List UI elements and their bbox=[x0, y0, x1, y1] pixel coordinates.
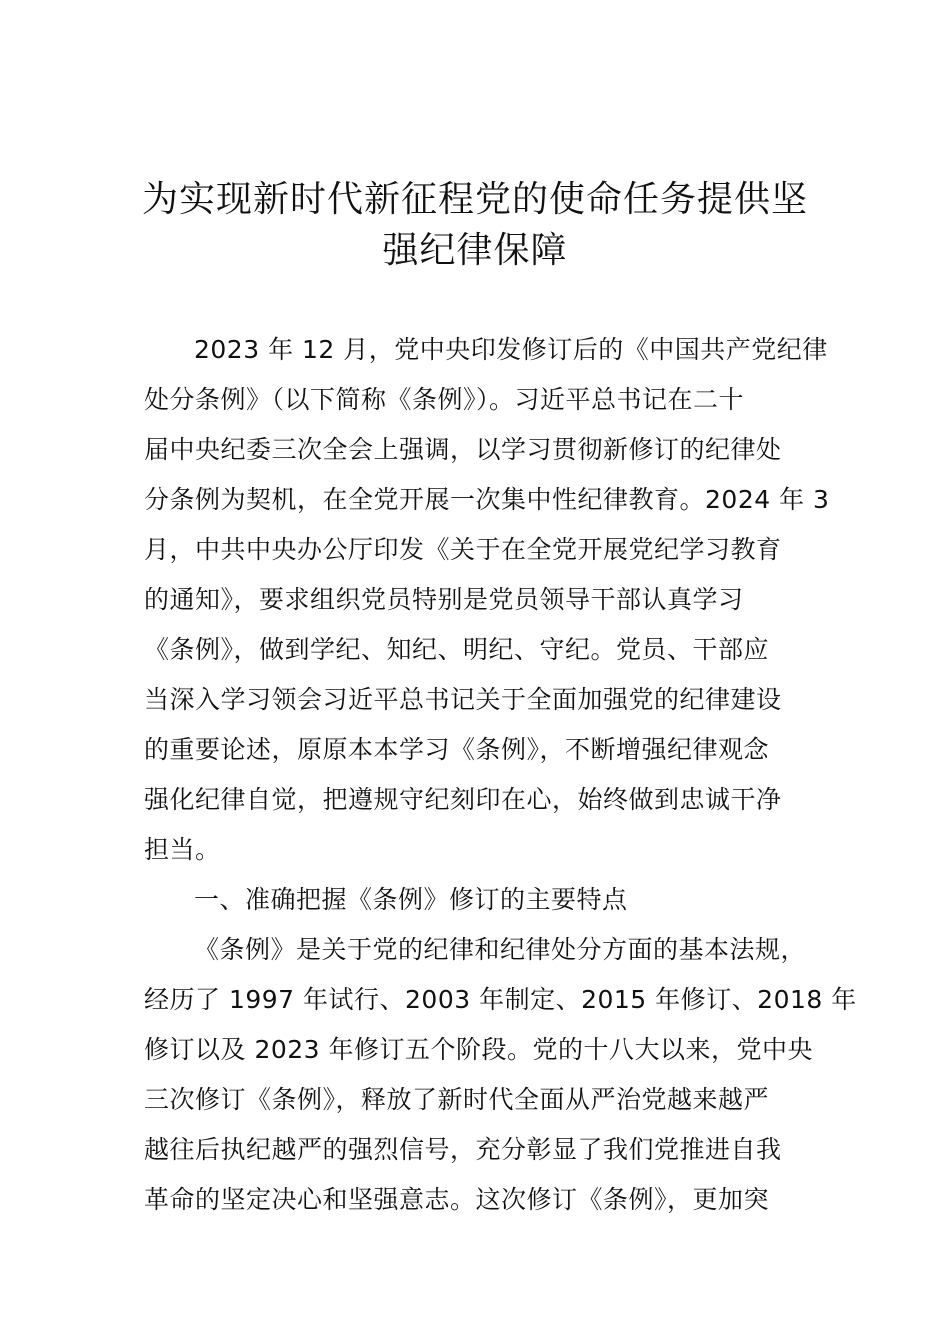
paragraph-1-line-4: 分条例为契机，在全党开展一次集中性纪律教育。2024 年 3 bbox=[144, 485, 830, 514]
paragraph-2-line-5: 越往后执纪越严的强烈信号，充分彰显了我们党推进自我 bbox=[144, 1135, 782, 1164]
paragraph-1-line-6: 的通知》，要求组织党员特别是党员领导干部认真学习 bbox=[144, 585, 744, 614]
paragraph-2-line-3: 修订以及 2023 年修订五个阶段。党的十八大以来，党中央 bbox=[144, 1035, 814, 1064]
paragraph-1-line-10: 强化纪律自觉，把遵规守纪刻印在心，始终做到忠诚干净 bbox=[144, 785, 782, 814]
paragraph-1-line-7: 《条例》，做到学纪、知纪、明纪、守纪。党员、干部应 bbox=[144, 635, 770, 664]
paragraph-1-line-8: 当深入学习领会习近平总书记关于全面加强党的纪律建设 bbox=[144, 685, 782, 714]
paragraph-2-line-4: 三次修订《条例》，释放了新时代全面从严治党越来越严 bbox=[144, 1085, 770, 1114]
paragraph-1-line-1: 2023 年 12 月，党中央印发修订后的《中国共产党纪律 bbox=[194, 335, 828, 364]
paragraph-2-line-1: 《条例》是关于党的纪律和纪律处分方面的基本法规， bbox=[194, 935, 807, 964]
document-title-line-2: 强纪律保障 bbox=[382, 230, 568, 271]
paragraph-1-line-11: 担当。 bbox=[144, 835, 221, 864]
paragraph-1-line-3: 届中央纪委三次全会上强调，以学习贯彻新修订的纪律处 bbox=[144, 435, 782, 464]
document-title-line-1: 为实现新时代新征程党的使命任务提供坚 bbox=[141, 179, 808, 220]
paragraph-1-line-5: 月，中共中央办公厅印发《关于在全党开展党纪学习教育 bbox=[144, 535, 782, 564]
paragraph-1-line-2: 处分条例》（以下简称《条例》）。习近平总书记在二十 bbox=[144, 385, 745, 414]
paragraph-1-line-9: 的重要论述，原原本本学习《条例》，不断增强纪律观念 bbox=[144, 735, 770, 764]
section-heading: 一、准确把握《条例》修订的主要特点 bbox=[194, 885, 628, 914]
paragraph-2-line-2: 经历了 1997 年试行、2003 年制定、2015 年修订、2018 年 bbox=[144, 985, 857, 1014]
paragraph-2-line-6: 革命的坚定决心和坚强意志。这次修订《条例》，更加突 bbox=[144, 1185, 770, 1214]
